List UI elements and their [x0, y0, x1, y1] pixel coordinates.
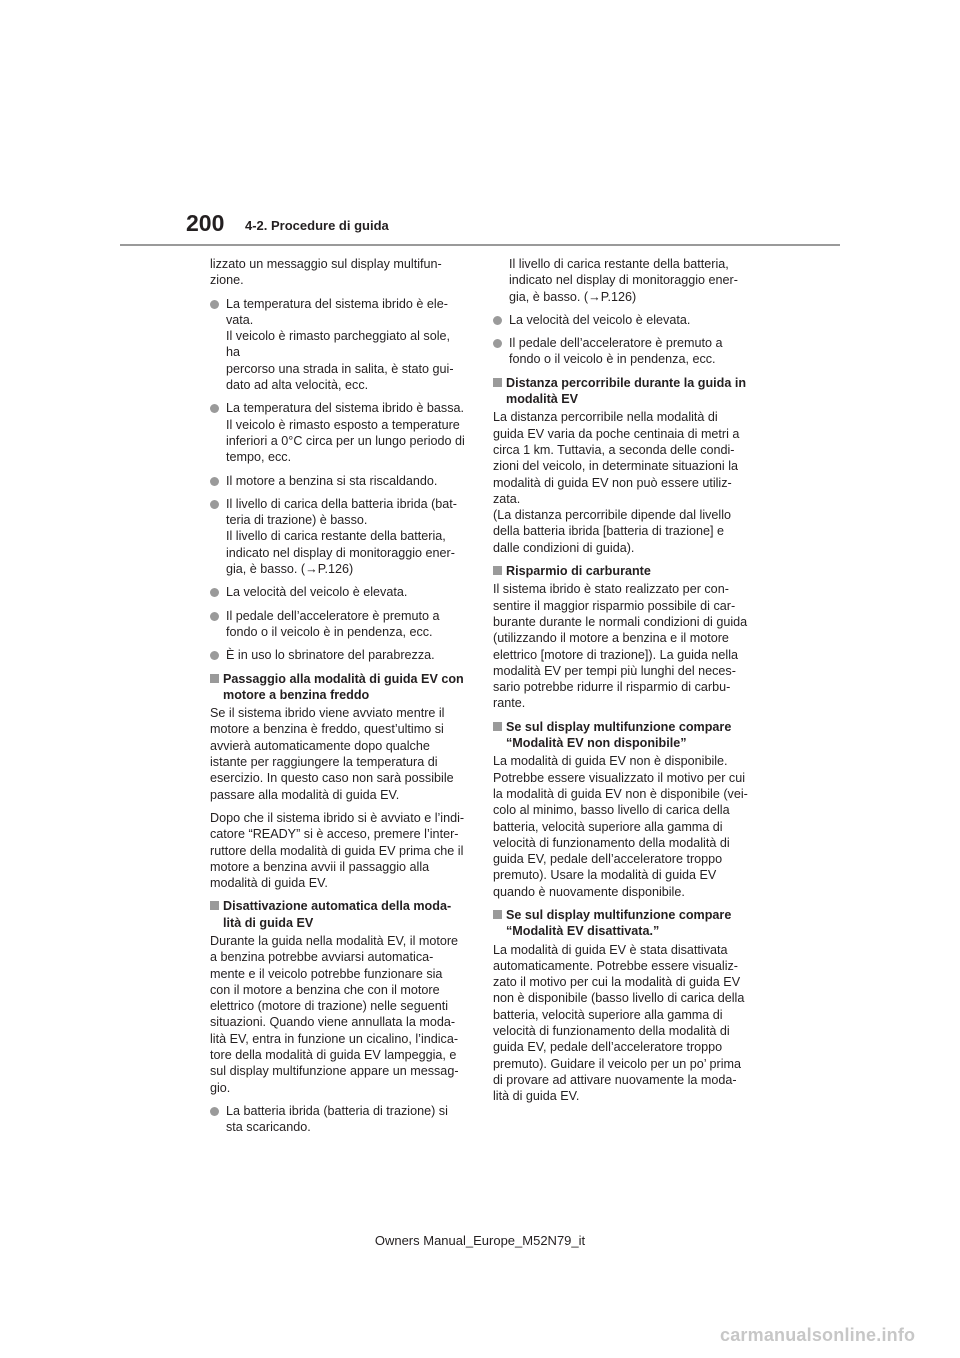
- square-marker-icon: [493, 378, 502, 387]
- section-heading: [493, 907, 749, 940]
- page-number: 200: [186, 210, 225, 236]
- paragraph: [210, 256, 466, 289]
- paragraph-text: Se il sistema ibrido viene avviato mentre il motore a benzina è freddo, quest’ultimo si avvierà automaticamente dopo qualche istante per raggiungere la temperatura di esercizio. In questo caso non sarà possibile passare alla modalità di guida EV.: [210, 706, 454, 802]
- header-divider: [120, 244, 840, 246]
- section-title: 4-2. Procedure di guida: [245, 218, 389, 233]
- bullet-dot-icon: [210, 404, 219, 413]
- bullet-dot-icon: [210, 477, 219, 486]
- bullet-dot-icon: [210, 651, 219, 660]
- bullet-item: [210, 608, 466, 641]
- bullet-item: [493, 312, 749, 328]
- paragraph: [493, 409, 749, 556]
- heading-text: Risparmio di carburante: [506, 564, 651, 579]
- bullet-text: La velocità del veicolo è elevata.: [509, 312, 691, 327]
- bullet-item: [493, 335, 749, 368]
- paragraph: [493, 753, 749, 900]
- bullet-text: Il pedale dell’acceleratore è premuto a fondo o il veicolo è in pendenza, ecc.: [509, 336, 723, 367]
- watermark: carmanualsonline.info: [720, 1325, 916, 1345]
- continued-bullet-text: [493, 256, 749, 305]
- bullet-text: La temperatura del sistema ibrido è ele- vata. Il veicolo è rimasto parcheggiato al sole, ha percorso una strada in salita, è stato gui- dato ad alta velocità, ecc.: [226, 296, 454, 393]
- bullet-text: La batteria ibrida (batteria di trazione) si sta scaricando.: [226, 1103, 448, 1135]
- footer-document-id: Owners Manual_Europe_M52N79_it: [374, 1233, 586, 1248]
- bullet-item: [210, 400, 466, 465]
- paragraph-text: La modalità di guida EV è stata disattivata automaticamente. Potrebbe essere visualiz- zato il motivo per cui la modalità di guida EV non è disponibile (basso livello di carica della batteria, velocità superiore alla gamma di velocità di funzionamento della modalità di guida EV, pedale dell’acceleratore troppo premuto). Guidare il veicolo per un po’ prima di provare ad attivare nuovamente la moda- lità di guida EV.: [493, 942, 745, 1104]
- paragraph-text: lizzato un messaggio sul display multifun- zione.: [210, 257, 442, 288]
- paragraph-text: Dopo che il sistema ibrido si è avviato e l’indi- catore “READY” si è acceso, premere l’inter- ruttore della modalità di guida EV prima che il motore a benzina avvii il passaggio alla modalità di guida EV.: [210, 810, 465, 891]
- bullet-dot-icon: [210, 588, 219, 597]
- paragraph: [210, 810, 466, 891]
- bullet-dot-icon: [493, 316, 502, 325]
- bullet-item: [210, 647, 466, 663]
- paragraph: [493, 581, 749, 711]
- bullet-dot-icon: [493, 339, 502, 348]
- paragraph-text: Il sistema ibrido è stato realizzato per con- sentire il maggior risparmio possibile di car- burante durante le normali condizioni di guida (utilizzando il motore a benzina e il motore elettrico [motore di trazione]). La guida nella modalità EV per tempi più lunghi del neces- sario potrebbe ridurre il risparmio di carbu- rante.: [493, 582, 748, 711]
- bullet-dot-icon: [210, 1107, 219, 1116]
- bullet-item: [210, 296, 466, 394]
- paragraph: [210, 933, 466, 1096]
- section-heading: [210, 898, 466, 931]
- square-marker-icon: [210, 901, 219, 910]
- bullet-text: La temperatura del sistema ibrido è bassa. Il veicolo è rimasto esposto a temperature inferiori a 0°C circa per un lungo periodo di tempo, ecc.: [226, 401, 465, 465]
- bullet-text: È in uso lo sbrinatore del parabrezza.: [226, 648, 435, 663]
- paragraph: [210, 705, 466, 803]
- bullet-text: Il livello di carica della batteria ibrida (bat- teria di trazione) è basso. Il livello di carica restante della batteria, indicato nel display di monitoraggio ener- gia, è basso. (→P.126): [226, 496, 457, 577]
- square-marker-icon: [493, 566, 502, 575]
- paragraph-text: La modalità di guida EV non è disponibile. Potrebbe essere visualizzato il motivo per cui la modalità di guida EV non è disponibile (vei- colo al minimo, basso livello di carica della batteria, velocità superiore alla gamma di velocità di funzionamento della modalità di guida EV, pedale dell’acceleratore troppo premuto). Usare la modalità di guida EV quando è nuovamente disponibile.: [493, 754, 748, 899]
- section-heading: [493, 719, 749, 752]
- bullet-dot-icon: [210, 612, 219, 621]
- heading-text: Passaggio alla modalità di guida EV con motore a benzina freddo: [223, 671, 464, 702]
- heading-text: Se sul display multifunzione compare “Modalità EV disattivata.”: [506, 907, 732, 939]
- heading-text: Distanza percorribile durante la guida in modalità EV: [506, 375, 747, 407]
- square-marker-icon: [493, 910, 502, 919]
- square-marker-icon: [493, 722, 502, 731]
- paragraph-text: La distanza percorribile nella modalità di guida EV varia da poche centinaia di metri a circa 1 km. Tuttavia, a seconda delle condi- zioni del veicolo, in determinate situazioni la modalità di guida EV non può essere utiliz- zata. (La distanza percorribile dipende dal livello della batteria ibrida [batteria di trazione] e dalle condizioni di guida).: [493, 410, 740, 555]
- right-column: [493, 256, 749, 1112]
- section-heading: [493, 375, 749, 408]
- paragraph: [493, 942, 749, 1105]
- section-heading: [493, 563, 749, 579]
- left-column: [210, 256, 466, 1143]
- square-marker-icon: [210, 674, 219, 683]
- section-heading: [210, 671, 466, 704]
- paragraph-text: Durante la guida nella modalità EV, il motore a benzina potrebbe avviarsi automatica- mente e il veicolo potrebbe funzionare sia con il motore a benzina che con il motore elettrico (motore di trazione) nelle seguenti situazioni. Quando viene annullata la moda- lità EV, entra in funzione un cicalino, l’indica- tore della modalità di guida EV lampeggia, e sul display multifunzione appare un messag- gio.: [210, 933, 459, 1095]
- bullet-text: Il pedale dell’acceleratore è premuto a fondo o il veicolo è in pendenza, ecc.: [226, 608, 440, 639]
- bullet-dot-icon: [210, 300, 219, 309]
- bullet-item: [210, 473, 466, 489]
- paragraph-text: Il livello di carica restante della batteria, indicato nel display di monitoraggio ener- gia, è basso. (→P.126): [509, 257, 738, 304]
- bullet-item: [210, 1103, 466, 1136]
- heading-text: Disattivazione automatica della moda- lità di guida EV: [223, 899, 452, 930]
- heading-text: Se sul display multifunzione compare “Modalità EV non disponibile”: [506, 719, 732, 751]
- bullet-text: La velocità del veicolo è elevata.: [226, 585, 408, 600]
- bullet-item: [210, 496, 466, 577]
- bullet-item: [210, 584, 466, 600]
- bullet-dot-icon: [210, 500, 219, 509]
- bullet-text: Il motore a benzina si sta riscaldando.: [226, 473, 438, 488]
